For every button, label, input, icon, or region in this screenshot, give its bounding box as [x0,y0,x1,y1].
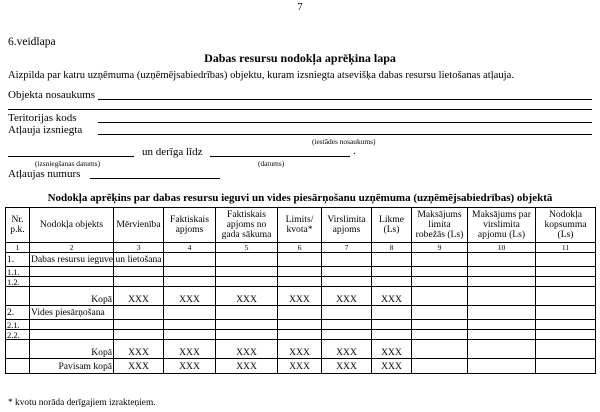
table-row [6,267,596,277]
grand-total-label: Pavisam kopā [30,359,114,374]
xxx-cell: XXX [164,359,216,374]
column-number: 10 [468,243,536,253]
section-label: Vides piesārņošana [30,306,114,320]
date-hint: (datums) [258,159,285,168]
permit-number-line[interactable] [90,178,220,179]
header-cell: Nodokļa objekts [30,208,114,243]
xxx-cell: XXX [322,287,372,306]
header-row [6,208,596,243]
table-row [6,277,596,287]
header-cell: Faktiskais apjoms no gada sākuma [216,208,278,243]
grand-total-row [6,359,596,374]
footnote: * kvotu norāda derīgajiem izrakteņiem. [8,398,156,408]
row-number: 2.1. [6,320,30,330]
section-number: 2. [6,306,30,320]
row-number: 2.2. [6,330,30,340]
xxx-cell: XXX [372,287,412,306]
section-label: Dabas resursu ieguve un lietošana [31,254,162,265]
header-cell: Likme (Ls) [372,208,412,243]
column-number: 2 [30,243,114,253]
object-name-label: Objekta nosaukums [8,89,96,101]
xxx-cell: XXX [322,340,372,359]
xxx-cell: XXX [278,340,322,359]
object-name-line-2[interactable] [8,109,592,110]
form-title: Dabas resursu nodokļa aprēķina lapa [204,51,396,65]
table-title: Nodokļa aprēķins par dabas resursu ieguvi un vides piesārņošanu uzņēmuma (uzņēmējsabiedrības) objektā [47,192,553,204]
xxx-cell: XXX [372,359,412,374]
permit-issuer-line[interactable] [98,134,592,135]
header-cell: Maksājums limita robežās (Ls) [412,208,468,243]
row-number: 1.1. [6,267,30,277]
table-row [6,330,596,340]
xxx-cell: XXX [216,359,278,374]
xxx-cell: XXX [216,340,278,359]
header-cell: Faktiskais apjoms [164,208,216,243]
total-label: Kopā [30,287,114,306]
form-number: 6.veidlapa [8,36,56,48]
section-number: 1. [6,253,30,267]
xxx-cell: XXX [164,340,216,359]
date-period: . [353,145,356,157]
issuer-hint: (iestādes nosaukums) [312,137,376,146]
xxx-cell: XXX [372,340,412,359]
column-number: 1 [6,243,30,253]
tax-calculation-table [5,207,596,374]
territory-code-label: Teritorijas kods [8,112,77,124]
intro-text: Aizpilda par katru uzņēmuma (uzņēmējsabiedrības) objektu, kuram izsniegta atsevišķa dabas resursu lietošanas atļauja. [8,70,514,81]
header-cell: Virslimita apjoms [322,208,372,243]
xxx-cell: XXX [164,287,216,306]
issue-date-hint: (izsniegšanas datums) [35,159,101,168]
column-number-row [6,243,596,253]
xxx-cell: XXX [278,287,322,306]
column-number: 3 [114,243,164,253]
page-number: 7 [297,1,303,13]
issue-date-line[interactable] [8,156,134,157]
permit-issued-label: Atļauja izsniegta [8,124,83,136]
header-cell: Nodokļa kopsumma (Ls) [536,208,596,243]
xxx-cell: XXX [322,359,372,374]
table-row [6,320,596,330]
permit-number-label: Atļaujas numurs [8,168,81,180]
total-label: Kopā [30,340,114,359]
row-number: 1.2. [6,277,30,287]
header-cell: Mērvienība [114,208,164,243]
header-cell: Maksājums par virslimita apjomu (Ls) [468,208,536,243]
column-number: 4 [164,243,216,253]
xxx-cell: XXX [216,287,278,306]
territory-code-line[interactable] [98,122,592,123]
total-row [6,287,596,306]
column-number: 9 [412,243,468,253]
xxx-cell: XXX [114,287,164,306]
header-cell: Nr. p.k. [6,208,30,243]
column-number: 7 [322,243,372,253]
valid-until-label: un derīga līdz [142,146,203,158]
column-number: 11 [536,243,596,253]
column-number: 5 [216,243,278,253]
xxx-cell: XXX [278,359,322,374]
column-number: 6 [278,243,322,253]
column-number: 8 [372,243,412,253]
header-cell: Limits/ kvota* [278,208,322,243]
valid-until-line[interactable] [210,156,350,157]
xxx-cell: XXX [114,340,164,359]
object-name-line[interactable] [98,99,592,100]
section-row [6,253,596,267]
xxx-cell: XXX [114,359,164,374]
total-row [6,340,596,359]
section-row [6,306,596,320]
